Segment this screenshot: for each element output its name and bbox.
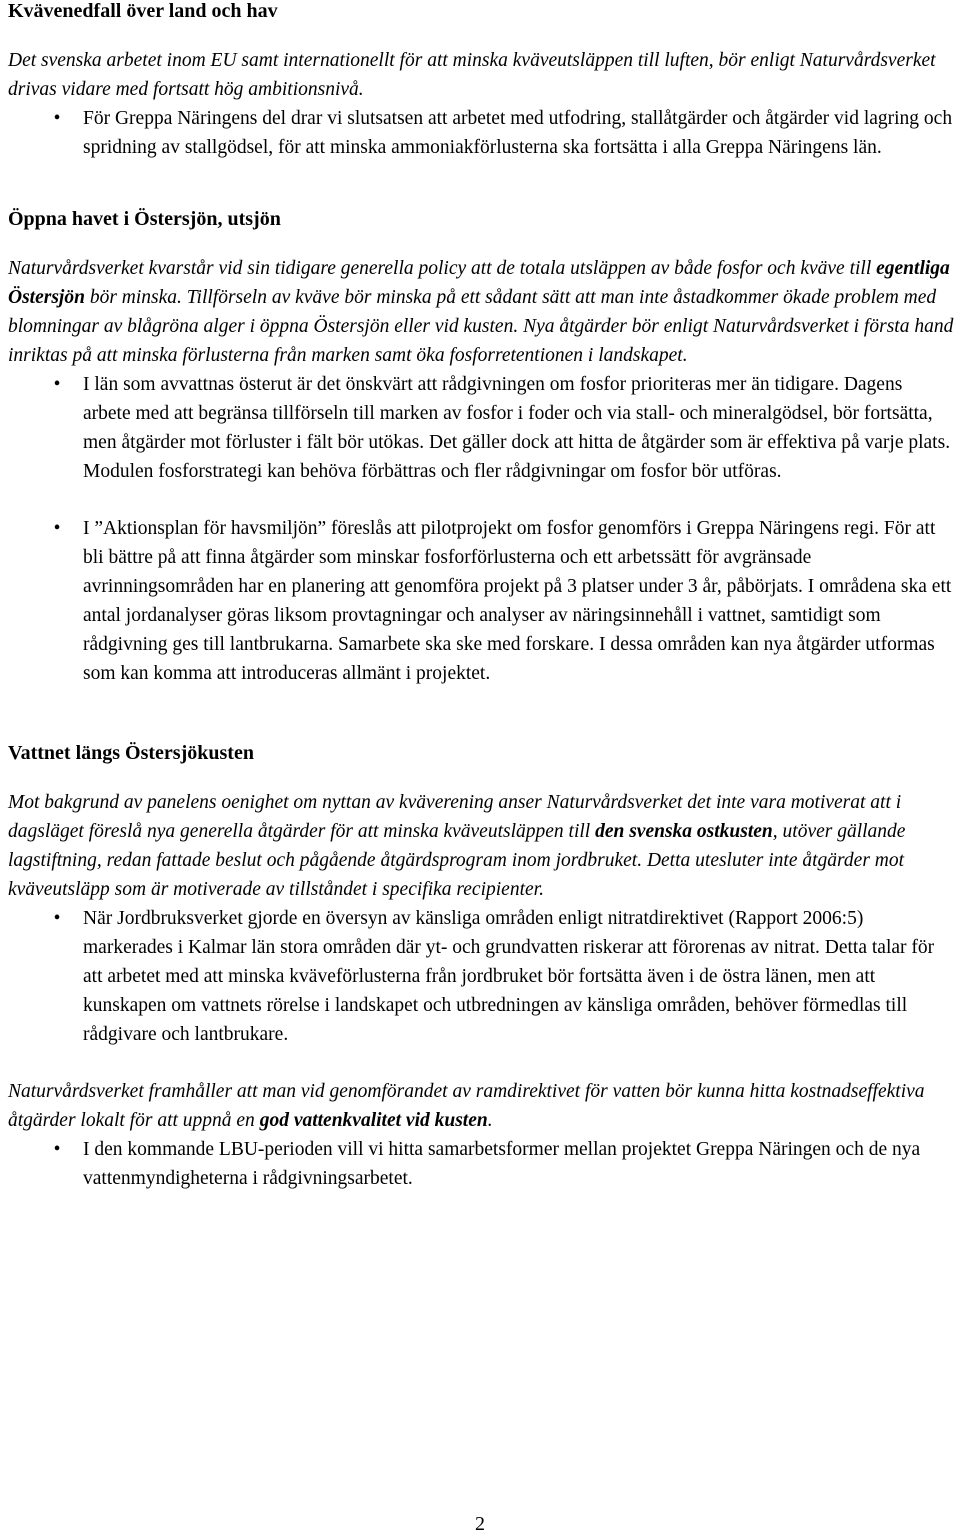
bullet-list [8,370,954,486]
bullet-icon: • [53,518,61,539]
spacer [8,1049,954,1077]
bullet-list [8,514,954,688]
list-item-text: I ”Aktionsplan för havsmiljön” föreslås att pilotprojekt om fosfor genomförs i Greppa Näringens regi. För att bli bättre på att finna åtgärder som minskar fosforförlusterna och ett arbetssätt för avgränsade avrinningsområden har en planering att genomföra projekt på 3 platser under 3 år, påbörjats. I områdena ska ett antal jordanalyser göras liksom provtagningar och analyser av näringsinnehåll i vattnet, samtidigt som rådgivning ges till lantbrukarna. Samarbete ska ske med forskare. I dessa områden kan nya åtgärder utformas som kan komma att introduceras allmänt i projektet. [83,518,952,684]
bullet-list [8,104,954,162]
section-intro-italic: Det svenska arbetet inom EU samt internationellt för att minska kväveutsläppen till luften, bör enligt Naturvårdsverket drivas vidare med fortsatt hög ambitionsnivå. [8,50,936,100]
intro-text: bör minska. Tillförseln av kväve bör minska på ett sådant sätt att man inte åstadkommer ökade problem med blomningar av blågröna alger i öppna Östersjön eller vid kusten. Nya åtgärder bör enligt Naturvårdsverket i första hand inriktas på att minska förlusterna från marken samt öka fosforretentionen i landskapet. [8,287,954,366]
list-item [8,370,954,486]
bullet-list [8,904,954,1049]
list-item-text: När Jordbruksverket gjorde en översyn av känsliga områden enligt nitratdirektivet (Rapport 2006:5) markerades i Kalmar län stora områden där yt- och grundvatten riskerar att förorenas av nitrat. Detta talar för att arbetet med att minska kväveförlusterna från jordbruket bör fortsätta även i de östra länen, men att kunskapen om vattnets rörelse i landskapet och utbredningen av känsliga områden, behöver förmedlas till rådgivare och lantbrukare. [83,908,935,1045]
list-item [8,904,954,1049]
section-heading-nitrogen-deposition: Kvävenedfall över land och hav [8,0,278,22]
intro-text: Naturvårdsverket kvarstår vid sin tidigare generella policy att de totala utsläppen av både fosfor och kväve till [8,258,877,279]
list-item-text: I län som avvattnas österut är det önskvärt att rådgivningen om fosfor prioriteras mer än tidigare. Dagens arbete med att begränsa tillförseln till marken av fosfor i foder och via stall- och mineralgödsel, bör fortsätta, men åtgärder mot förluster i fält bör utökas. Det gäller dock att hitta de åtgärder som är effektiva på varje plats. Modulen fosforstrategi kan behöva förbättras och fler rådgivningar om fosfor bör utföras. [83,374,951,482]
list-item-text: För Greppa Näringens del drar vi slutsatsen att arbetet med utfodring, stallåtgärder och åtgärder vid lagring och spridning av stallgödsel, för att minska ammoniakförlusterna ska fortsätta i alla Greppa Näringens län. [83,108,953,158]
intro-text: , utöver gällande lagstiftning, redan fattade beslut och pågående åtgärdsprogram inom jordbruket. Detta utesluter inte åtgärder mot kväveutsläpp som är motiverade av tillståndet i specifika recipienter. [8,821,906,900]
intro-bold-term: den svenska ostkusten [595,821,773,842]
bullet-list [8,1135,954,1193]
spacer [8,232,954,254]
list-item-text: I den kommande LBU-perioden vill vi hitta samarbetsformer mellan projektet Greppa Näringen och de nya vattenmyndigheterna i rådgivningsarbetet. [83,1139,921,1189]
section-heading-coastal-water: Vattnet längs Östersjökusten [8,742,254,764]
bullet-icon: • [53,1139,61,1160]
intro-text: Naturvårdsverket framhåller att man vid genomförandet av ramdirektivet för vatten bör kunna hitta kostnadseffektiva åtgärder lokalt för att uppnå en [8,1081,925,1131]
bullet-icon: • [53,374,61,395]
section-intro-italic [8,254,954,370]
list-item [8,514,954,688]
section-intro-italic [8,1077,954,1135]
intro-bold-term: egentliga Östersjön [8,258,950,308]
list-item [8,1135,954,1193]
spacer [8,486,954,514]
intro-text: Mot bakgrund av panelens oenighet om nyttan av kväverening anser Naturvårdsverket det inte vara motiverat att i dagsläget föreslå nya generella åtgärder för att minska kväveutsläppen till [8,792,902,842]
intro-text: . [487,1110,493,1131]
spacer [8,766,954,788]
section-intro-italic [8,788,954,904]
list-item [8,104,954,162]
intro-bold-term: god vattenkvalitet vid kusten [259,1110,488,1131]
bullet-icon: • [53,108,61,129]
bullet-icon: • [53,908,61,929]
section-heading-open-sea: Öppna havet i Östersjön, utsjön [8,208,281,230]
spacer [8,24,954,46]
page-number: 2 [475,1513,485,1535]
document-page [8,0,954,1193]
